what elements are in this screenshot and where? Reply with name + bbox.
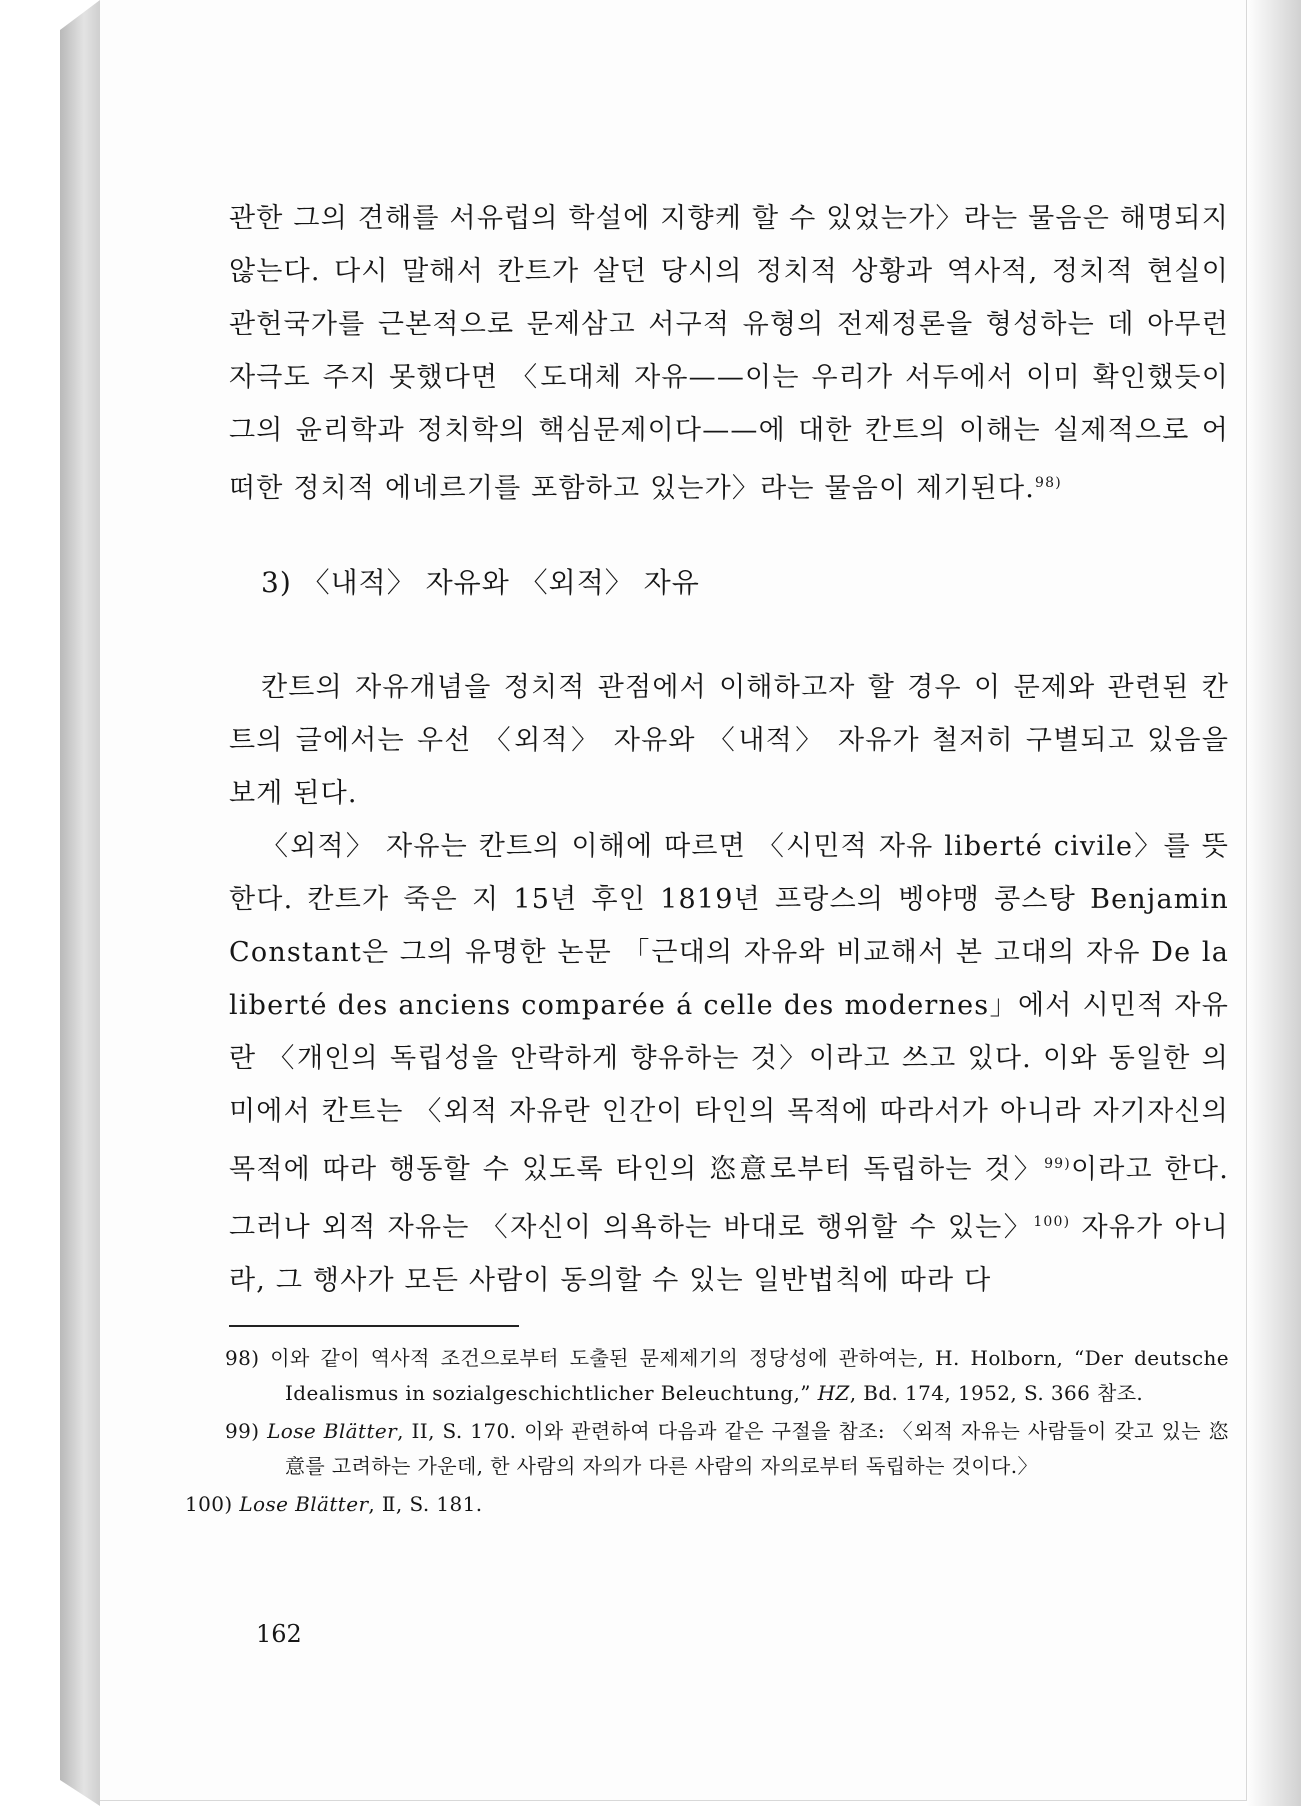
footnote-98 (225, 1341, 1230, 1411)
page-number: 162 (256, 1620, 302, 1648)
page-content (185, 192, 1230, 1525)
footnote-italic: Lose Blätter (239, 1492, 369, 1516)
footnote-ref-100[interactable]: 100) (1033, 1214, 1071, 1230)
book-page (100, 0, 1247, 1801)
paragraph-3-text-b: 이라고 한다. 그러나 외적 자유는 〈자신이 의욕하는 바대로 행위할 수 있는〉 (229, 1154, 1229, 1243)
footnote-italic: HZ (817, 1381, 850, 1405)
footnote-ref-99[interactable]: 99) (1044, 1156, 1071, 1172)
footnote-text: 이와 같이 역사적 조건으로부터 도출된 문제제기의 정당성에 관하여는, H. Holborn, “Der deutsche Idealismus in sozialgeschichtlicher Beleuchtung,” (270, 1346, 1230, 1405)
footnote-text: , Ⅱ, S. 181. (368, 1492, 483, 1516)
footnote-ref-98[interactable]: 98) (1035, 475, 1062, 491)
footnote-100 (185, 1487, 1229, 1522)
paragraph-1-text: 관한 그의 견해를 서유럽의 학설에 지향케 할 수 있었는가〉라는 물음은 해명되지 않는다. 다시 말해서 칸트가 살던 당시의 정치적 상황과 역사적, 정치적 현실이 관헌국가를 근본적으로 문제삼고 서구적 유형의 전제정론을 형성하는 데 아무런 자극도 주지 못했다면 〈도대체 자유——이는 우리가 서두에서 이미 확인했듯이 그의 윤리학과 정치학의 핵심문제이다——에 대한 칸트의 이해는 실제적으로 어떠한 정치적 에네르기를 포함하고 있는가〉라는 물음이 제기된다. (229, 203, 1229, 504)
footnote-text: , II, S. 170. 이와 관련하여 다음과 같은 구절을 참조: 〈외적 자유는 사람들이 갖고 있는 恣意를 고려하는 가운데, 한 사람의 자의가 다른 사람의 자의로부터 독립하는 것이다.〉 (285, 1419, 1229, 1478)
footnote-divider (229, 1325, 519, 1327)
footnote-number: 98) (225, 1346, 260, 1370)
paragraph-3 (229, 820, 1229, 1307)
section-heading: 3) 〈내적〉 자유와 〈외적〉 자유 (261, 566, 700, 599)
footnote-99 (225, 1414, 1229, 1484)
paragraph-3-text-c: 자유가 아니라, 그 행사가 모든 사람이 동의할 수 있는 일반법칙에 따라 다 (229, 1212, 1229, 1296)
book-edge (60, 0, 100, 1806)
footnote-text: , Bd. 174, 1952, S. 366 참조. (849, 1381, 1144, 1405)
footnote-number: 100) (185, 1492, 233, 1516)
page-shadow (1246, 0, 1301, 1806)
footnote-number: 99) (225, 1419, 260, 1443)
paragraph-3-text-a: 〈외적〉 자유는 칸트의 이해에 따르면 〈시민적 자유 liberté civile〉를 뜻한다. 칸트가 죽은 지 15년 후인 1819년 프랑스의 벵야맹 콩스탕 Benjamin Constant은 그의 유명한 논문 「근대의 자유와 비교해서 본 고대의 자유 De la liberté des anciens comparée á celle des modernes」에서 시민적 자유란 〈개인의 독립성을 안락하게 향유하는 것〉이라고 쓰고 있다. 이와 동일한 의미에서 칸트는 〈외적 자유란 인간이 타인의 목적에 따라서가 아니라 자기자신의 목적에 따라 행동할 수 있도록 타인의 恣意로부터 독립하는 것〉 (229, 831, 1229, 1185)
paragraph-2: 칸트의 자유개념을 정치적 관점에서 이해하고자 할 경우 이 문제와 관련된 칸트의 글에서는 우선 〈외적〉 자유와 〈내적〉 자유가 철저히 구별되고 있음을 보게 된다. (229, 672, 1229, 809)
paragraph-1 (229, 192, 1229, 515)
footnote-italic: Lose Blätter (267, 1419, 398, 1443)
